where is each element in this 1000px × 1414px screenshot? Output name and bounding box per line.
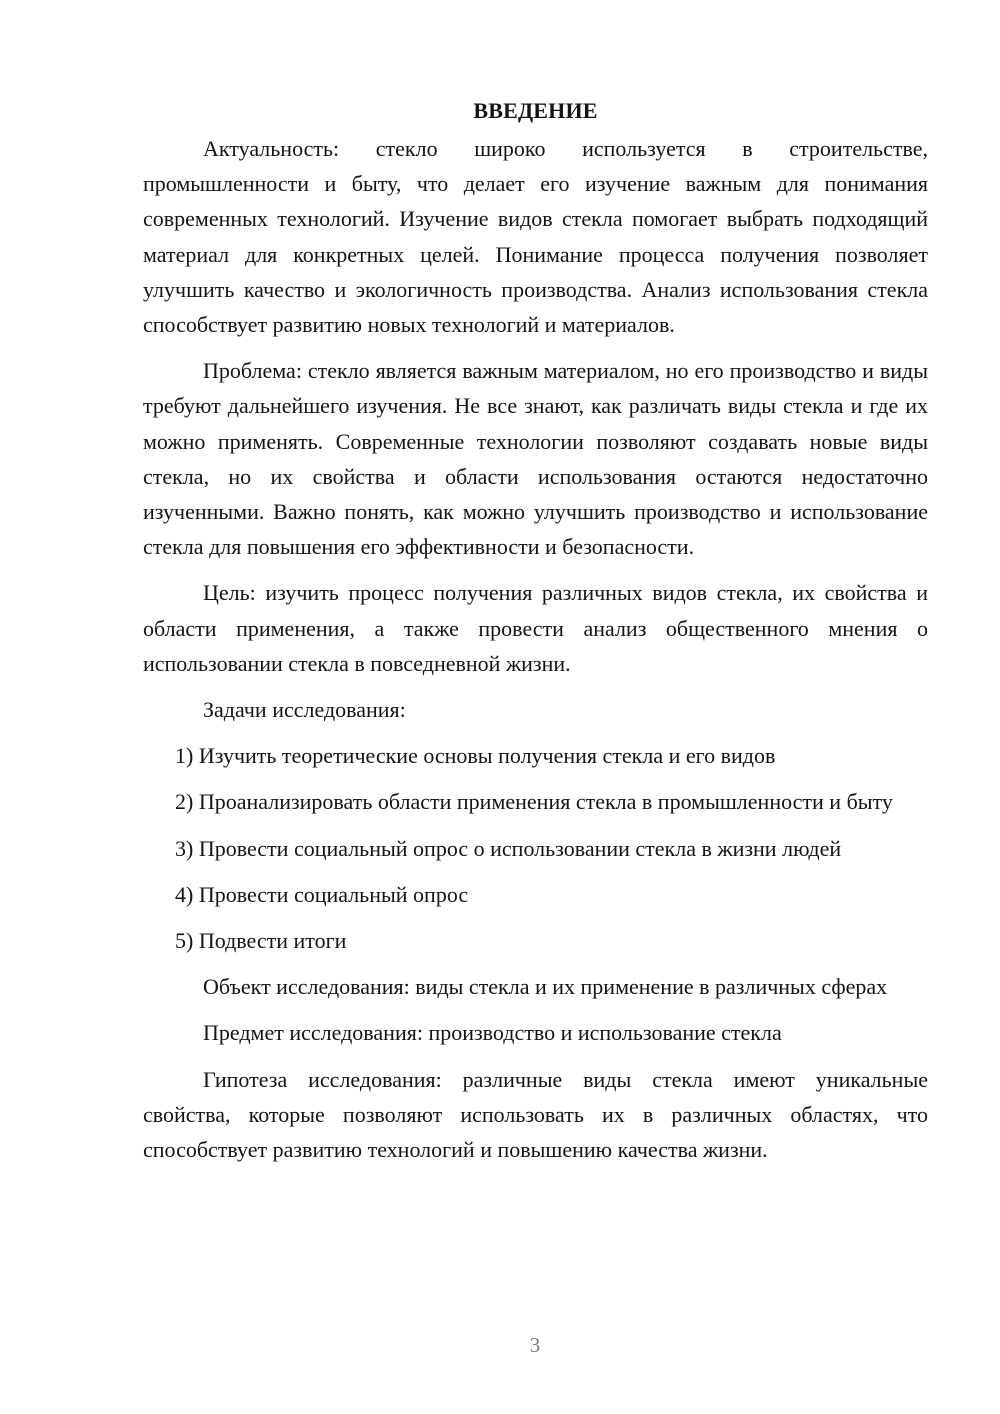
page-number: 3 bbox=[529, 1333, 541, 1357]
task-item: 3) Провести социальный опрос о использовании стекла в жизни людей bbox=[175, 835, 842, 861]
task-item: 4) Провести социальный опрос bbox=[175, 881, 469, 907]
problem-paragraph: Проблема: стекло является важным материалом, но его производство и виды требуют дальнейшего изучения. Не все знают, как различать виды стекла и где их можно применять. Современные технологии позволяют создавать новые виды стекла, но их свойства и области использования остаются недостаточно изученными. Важно понять, как можно улучшить производство и использование стекла для повышения его эффективности и безопасности. bbox=[143, 358, 928, 560]
object-paragraph: Объект исследования: виды стекла и их применение в различных сферах bbox=[203, 974, 888, 1000]
task-item: 5) Подвести итоги bbox=[175, 928, 347, 954]
task-item: 1) Изучить теоретические основы получения стекла и его видов bbox=[175, 743, 776, 769]
page-content bbox=[143, 93, 928, 1178]
relevance-paragraph: Актуальность: стекло широко используется в строительстве, промышленности и быту, что делает его изучение важным для понимания современных технологий. Изучение видов стекла помогает выбрать подходящий материал для конкретных целей. Понимание процесса получения позволяет улучшить качество и экологичность производства. Анализ использования стекла способствует развитию новых технологий и материалов. bbox=[143, 136, 928, 338]
goal-paragraph: Цель: изучить процесс получения различных видов стекла, их свойства и области применения, а также провести анализ общественного мнения о использовании стекла в повседневной жизни. bbox=[143, 580, 928, 676]
subject-paragraph: Предмет исследования: производство и использование стекла bbox=[203, 1020, 782, 1046]
task-item: 2) Проанализировать области применения стекла в промышленности и быту bbox=[175, 789, 893, 815]
tasks-heading: Задачи исследования: bbox=[203, 697, 406, 723]
hypothesis-paragraph: Гипотеза исследования: различные виды стекла имеют уникальные свойства, которые позволяют использовать их в различных областях, что способствует развитию технологий и повышению качества жизни. bbox=[143, 1066, 928, 1163]
page-title: ВВЕДЕНИЕ bbox=[473, 98, 598, 123]
